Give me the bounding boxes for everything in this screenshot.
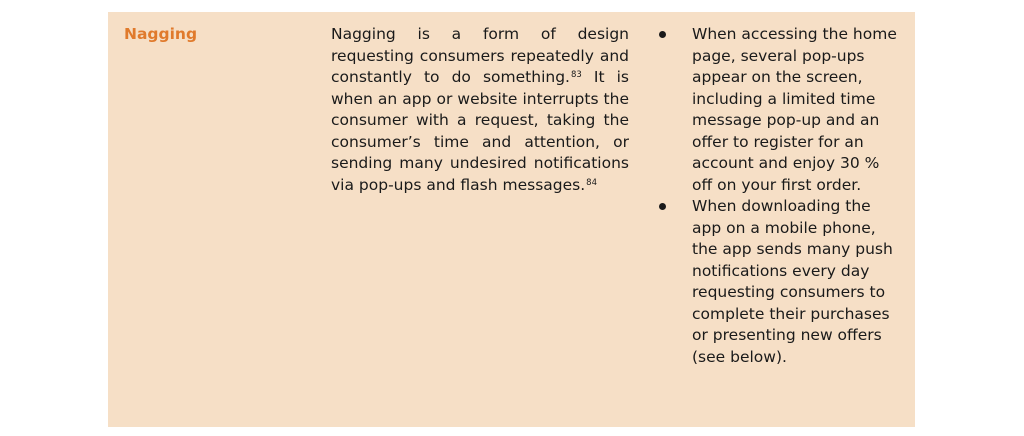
bullet-icon	[659, 203, 666, 210]
list-item	[656, 196, 900, 368]
term-definition	[331, 24, 629, 196]
example-text: When downloading the app on a mobile phone, the app sends many push notifications every day requesting consumers to complete their purchases or presenting new offers (see below).	[692, 197, 893, 366]
table-row	[108, 12, 915, 427]
definition-text: Nagging is a form of design requesting consumers repeatedly and constantly to do something.	[331, 25, 629, 86]
footnote-ref[interactable]: 83	[570, 70, 582, 81]
bullet-icon	[659, 31, 666, 38]
examples-list	[656, 24, 900, 368]
term-heading: Nagging	[124, 25, 198, 43]
footnote-ref[interactable]: 84	[586, 177, 597, 188]
list-item	[656, 24, 900, 196]
definition-text: It is when an app or website interrupts the consumer with a request, taking the consumer’s time and attention, or sending many undesired notifications via pop-ups and flash messages.	[331, 68, 630, 194]
example-text: When accessing the home page, several pop-ups appear on the screen, including a limited time message pop-up and an offer to register for an account and enjoy 30 % off on your first order.	[692, 25, 897, 194]
